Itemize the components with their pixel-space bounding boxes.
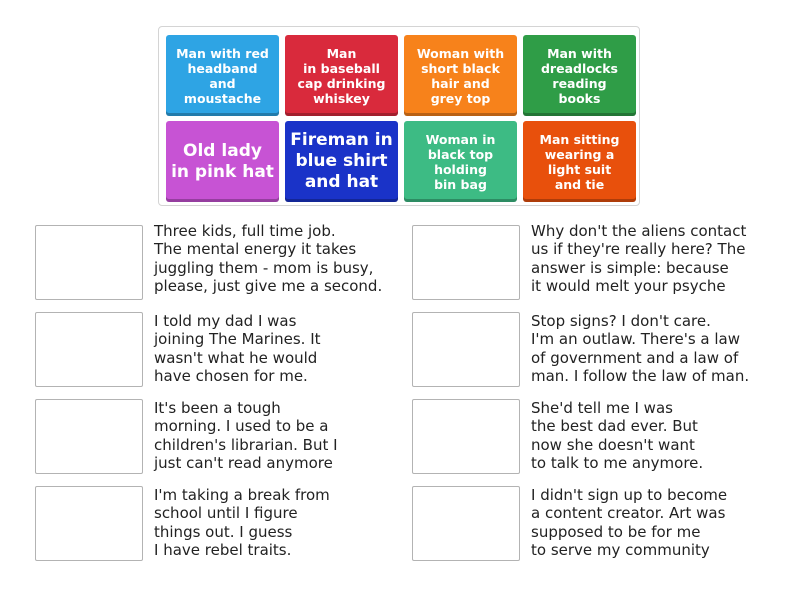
prompt-text-1: Three kids, full time job. The mental energy it takes juggling them - mom is busy, please, just give me a second. [154,222,383,295]
tile-woman-short-black-hair[interactable]: Woman with short black hair and grey top [404,35,517,116]
tile-man-light-suit[interactable]: Man sitting wearing a light suit and tie [523,121,636,202]
prompt-text-6: She'd tell me I was the best dad ever. But now she doesn't want to talk to me anymore. [531,399,704,472]
prompt-text-3: I told my dad I was joining The Marines. It wasn't what he would have chosen for me. [154,312,321,385]
tile-woman-bin-bag[interactable]: Woman in black top holding bin bag [404,121,517,202]
drop-slot-8[interactable] [412,486,520,561]
prompt-text-5: It's been a tough morning. I used to be a children's librarian. But I just can't read anymore [154,399,338,472]
drop-slot-7[interactable] [35,486,143,561]
drop-slot-5[interactable] [35,399,143,474]
drop-slot-3[interactable] [35,312,143,387]
drop-slot-1[interactable] [35,225,143,300]
tile-bank [158,26,640,206]
tile-man-dreadlocks[interactable]: Man with dreadlocks reading books [523,35,636,116]
prompt-text-2: Why don't the aliens contact us if they're really here? The answer is simple: because it would melt your psyche [531,222,747,295]
drop-slot-4[interactable] [412,312,520,387]
prompt-text-8: I didn't sign up to become a content creator. Art was supposed to be for me to serve my community [531,486,728,559]
prompt-text-4: Stop signs? I don't care. I'm an outlaw. There's a law of government and a law of man. I follow the law of man. [531,312,750,385]
tile-man-baseball-cap[interactable]: Man in baseball cap drinking whiskey [285,35,398,116]
tile-fireman[interactable]: Fireman in blue shirt and hat [285,121,398,202]
prompt-text-7: I'm taking a break from school until I figure things out. I guess I have rebel traits. [154,486,330,559]
drop-slot-2[interactable] [412,225,520,300]
tile-man-red-headband[interactable]: Man with red headband and moustache [166,35,279,116]
drop-slot-6[interactable] [412,399,520,474]
tile-old-lady-pink-hat[interactable]: Old lady in pink hat [166,121,279,202]
